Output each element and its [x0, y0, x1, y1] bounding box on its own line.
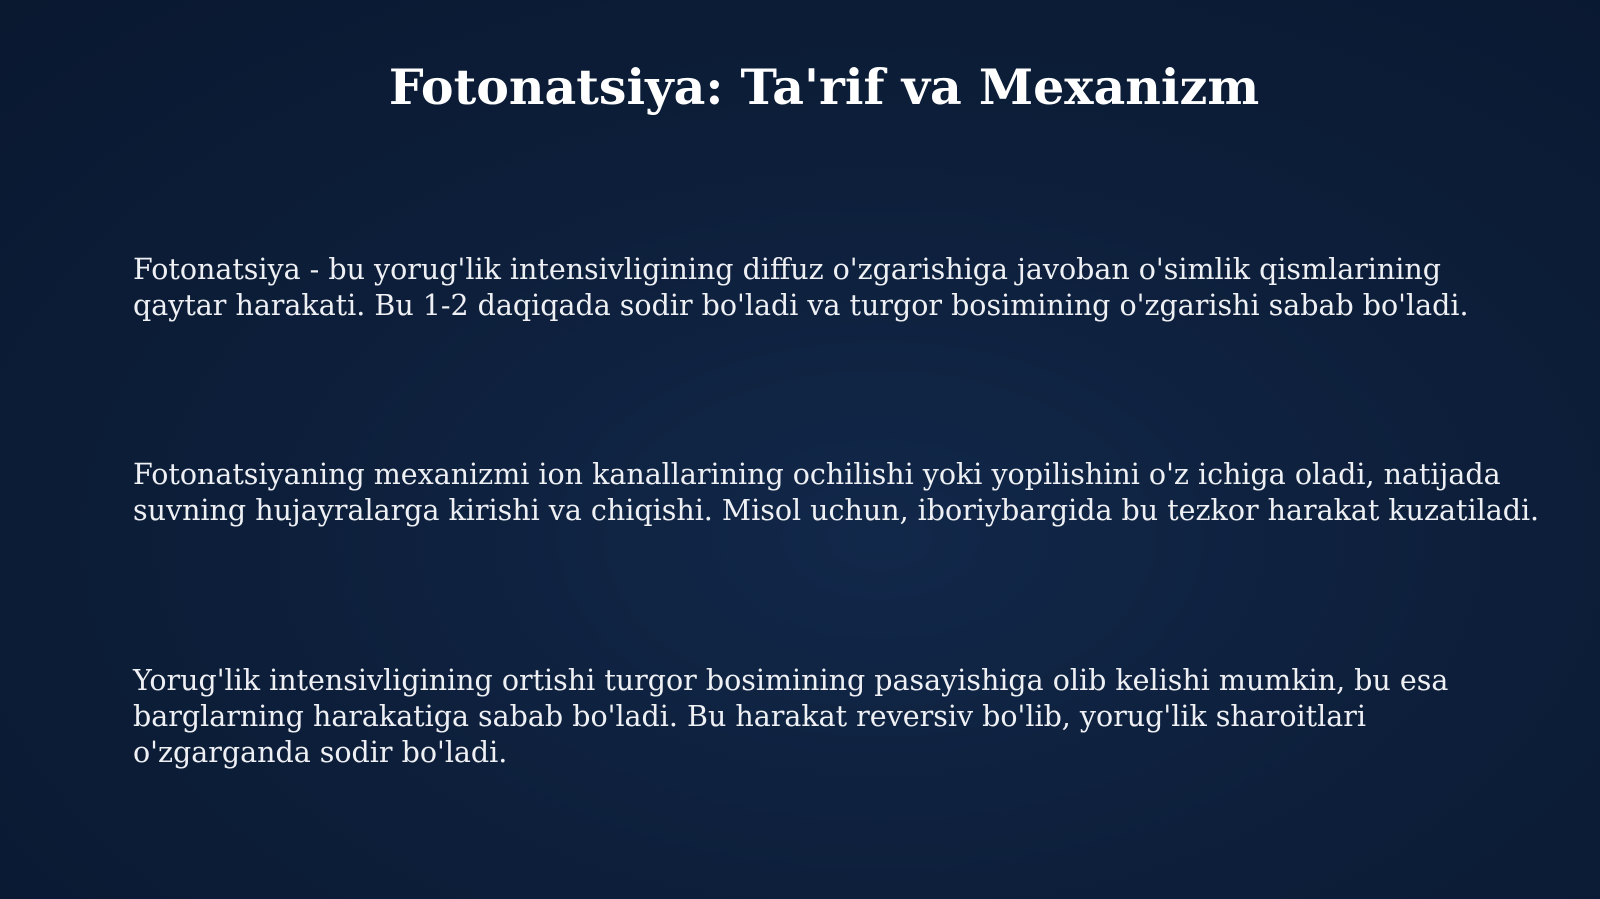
slide-title: Fotonatsiya: Ta'rif va Mexanizm: [388, 58, 1260, 116]
paragraph-definition: Fotonatsiya - bu yorug'lik intensivligining diffuz o'zgarishiga javoban o'simlik qismlarining qaytar harakati. Bu 1-2 daqiqada sodir bo'ladi va turgor bosimining o'zgarishi sabab bo'ladi.: [133, 253, 1469, 322]
paragraph-mechanism: Fotonatsiyaning mexanizmi ion kanallarining ochilishi yoki yopilishini o'z ichiga oladi, natijada suvning hujayralarga kirishi va chiqishi. Misol uchun, iboriybargida bu tezkor harakat kuzatiladi.: [133, 458, 1540, 527]
paragraph-light-effect: Yorug'lik intensivligining ortishi turgor bosimining pasayishiga olib kelishi mumkin, bu esa barglarning harakatiga sabab bo'ladi. Bu harakat reversiv bo'lib, yorug'lik sharoitlari o'zgarganda sodir bo'ladi.: [133, 664, 1449, 769]
